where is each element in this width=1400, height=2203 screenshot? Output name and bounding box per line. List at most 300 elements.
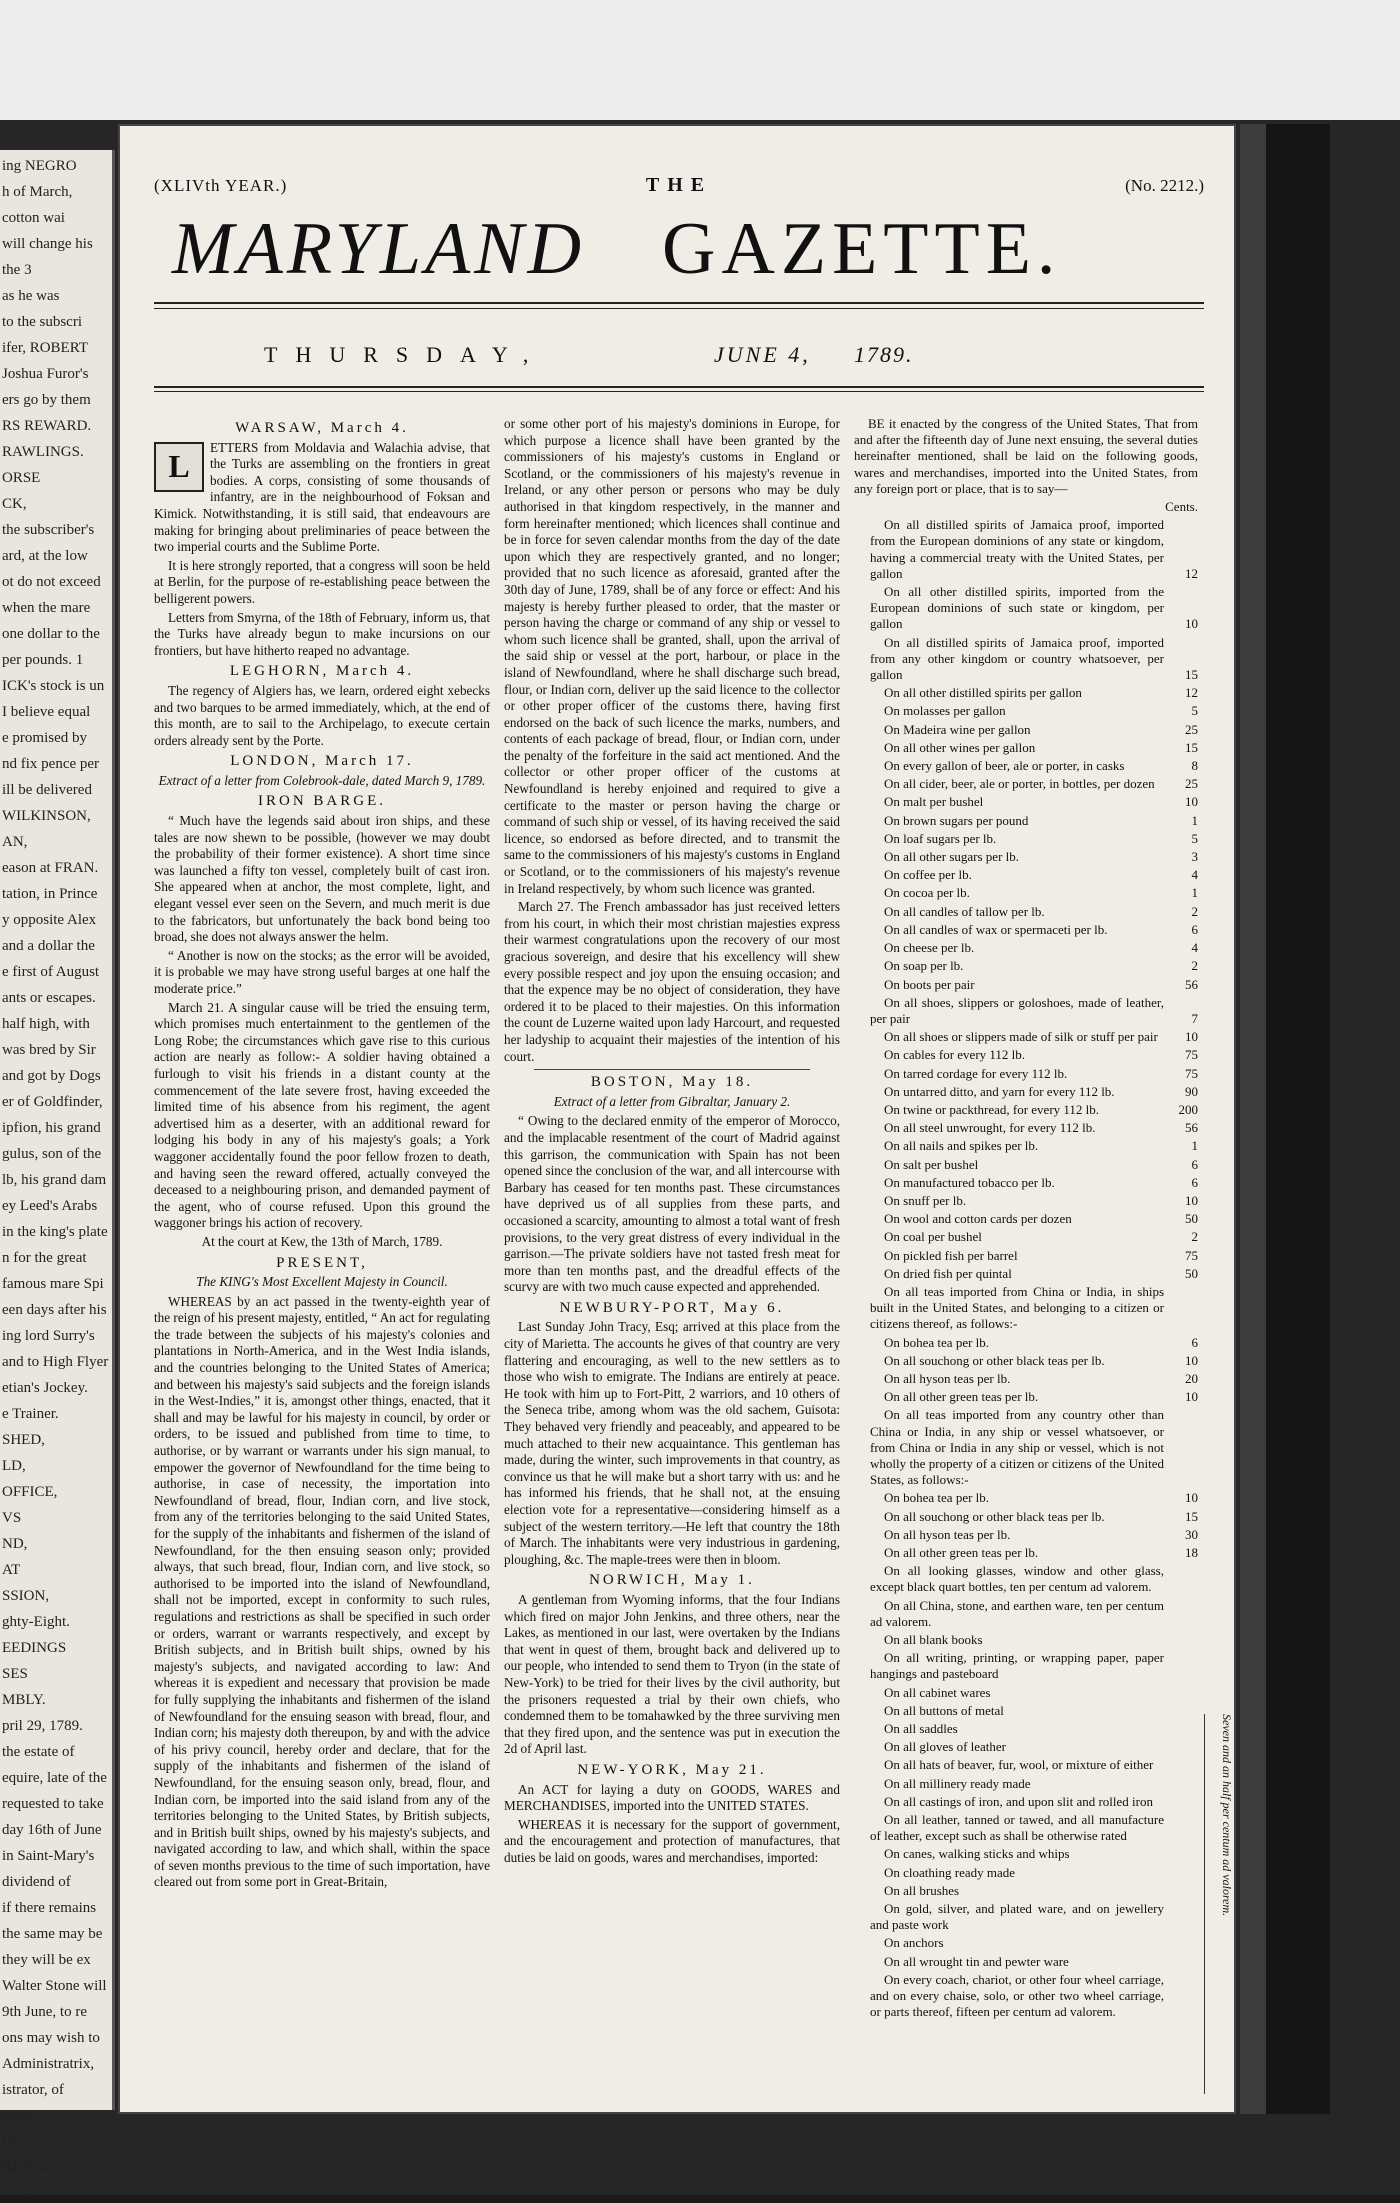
newbury-heading: NEWBURY-PORT, May 6.	[559, 1299, 785, 1316]
duty-row	[854, 1157, 1198, 1173]
left-page-line: the subscriber's	[2, 522, 95, 538]
duty-item: On all wrought tin and pewter ware	[884, 1953, 1069, 1969]
warsaw-paragraph-2: It is here strongly reported, that a congress will soon be held at Berlin, for the purpose of re-establishing peace between the belligerent powers.	[154, 557, 490, 606]
duty-row	[854, 1721, 1198, 1737]
duty-item: On all leather, tanned or tawed, and all manufacture of leather, except such as shall be otherwise rated	[870, 1812, 1164, 1844]
duty-value: 10	[1185, 1192, 1198, 1208]
column-2	[504, 416, 840, 1868]
left-page-line: ing NEGRO	[2, 158, 77, 174]
ad-valorem-note: Seven and an half per centum ad valorem.	[1204, 1714, 1234, 2094]
duty-row	[854, 1490, 1198, 1506]
duty-row	[854, 1047, 1198, 1063]
left-page-line: SHED,	[2, 1432, 45, 1448]
left-page-line: and a dollar the	[2, 938, 95, 954]
duty-item: On snuff per lb.	[884, 1192, 967, 1208]
left-page-line: er of Goldfinder,	[2, 1094, 103, 1110]
left-page-line: dividend of	[2, 1874, 71, 1890]
duty-item: On manufactured tobacco per lb.	[884, 1174, 1055, 1190]
left-page-line: OFFICE,	[2, 1484, 58, 1500]
duty-item: On all gloves of leather	[884, 1739, 1007, 1755]
duty-row	[854, 1972, 1198, 2021]
duty-row	[854, 1846, 1198, 1862]
duty-item: On gold, silver, and plated ware, and on jewellery and paste work	[870, 1901, 1164, 1933]
duty-value: 50	[1185, 1265, 1198, 1281]
duty-value: 10	[1185, 1490, 1198, 1506]
duty-item: On wool and cotton cards per dozen	[884, 1211, 1072, 1227]
duty-value: 12	[1185, 685, 1198, 701]
duty-row	[854, 1353, 1198, 1369]
duty-value: 6	[1191, 1156, 1198, 1172]
left-page-line: e promised by	[2, 730, 87, 746]
duty-row	[854, 776, 1198, 792]
left-page-line: RICK and	[2, 2160, 64, 2176]
duty-value: 1	[1191, 1138, 1198, 1154]
duty-row	[854, 904, 1198, 920]
present-heading: PRESENT,	[276, 1254, 368, 1271]
warsaw-heading: WARSAW, March 4.	[235, 420, 409, 436]
duty-row	[854, 958, 1198, 974]
duty-value: 15	[1185, 739, 1198, 755]
left-page-line: they will be ex	[2, 1952, 91, 1968]
duty-value: 2	[1191, 903, 1198, 919]
dateline-rule-thin	[154, 391, 1204, 392]
left-page-line: Walter Stone will	[2, 1978, 107, 1994]
duty-item: On twine or packthread, for every 112 lb.	[884, 1101, 1100, 1117]
left-page-line: one dollar to the	[2, 626, 100, 642]
duty-row	[854, 995, 1198, 1027]
whereas-paragraph: WHEREAS by an act passed in the twenty-eighth year of the reign of his present majesty, entitled, “ An act for regulating the trade between the subjects of his majesty's colonies and plantations in North-America, and in the West India islands, and the countries belonging to the United States of America; and between his majesty's said subjects and the foreign islands in the West-Indies,” it is, amongst other things, enacted, that it shall and may be lawful for his majesty in council, by order or orders, to be issued and published from time to time, to authorise, or by warrant or warrants under his sign manual, to empower the governor of Newfoundland for the time being to authorise, in case of necessity, the importation into Newfoundland of bread, flour, Indian corn, and live stock, from any of the territories belonging to the said United States, for the supply of the inhabitants and fishermen of the island of Newfoundland, for the then ensuing season only; provided always, that such bread, flour, Indian corn, and live stock, so authorised to be imported into the island of Newfoundland, shall not be imported, except in conformity to such rules, regulations and restrictions as shall be specified in such order or orders, warrant or warrants respectively, and except by British subjects, and in British built ships, owned by his majesty's subjects, and navigated according to law: And whereas it is expedient and necessary that provision be made for fully supplying the inhabitants and fishermen of the island of Newfoundland for the ensuing season with bread, flour, and Indian corn; his majesty doth thereupon, by and with the advice of his privy council, hereby order and declare, that for the supply of the inhabitants and fishermen of the island of Newfoundland, for the ensuing season only, bread, flour, and Indian corn, be imported into the said island from any of the territories belonging to the United States, by British subjects, and in British built ships, owned by his majesty's subjects, and navigated according to law, and which shall, within the space of seven months previous to the time of such importation, have cleared out from some port in Great-Britain,	[154, 1293, 490, 1890]
duty-item: On all other green teas per lb.	[884, 1389, 1039, 1405]
left-page-line: ND,	[2, 1536, 28, 1552]
left-page-line: eason at FRAN.	[2, 860, 99, 876]
duty-row	[854, 1211, 1198, 1227]
left-page-line: ard, at the low	[2, 548, 88, 564]
duty-item: On all saddles	[884, 1721, 958, 1737]
duty-value: 20	[1185, 1370, 1198, 1386]
left-page-line: RAWLINGS.	[2, 444, 84, 460]
duty-value: 56	[1185, 976, 1198, 992]
duty-row	[854, 1794, 1198, 1810]
left-page-line: e first of August	[2, 964, 100, 980]
duty-row	[854, 1739, 1198, 1755]
left-page-line: requested to take	[2, 1796, 104, 1812]
duty-item: On cocoa per lb.	[884, 885, 970, 901]
masthead-gazette: GAZETTE.	[662, 208, 1062, 290]
duty-intro: BE it enacted by the congress of the United States, That from and after the fifteenth day of June next ensuing, the several duties hereinafter mentioned, shall be laid on the following goods, wares and merchandises, imported into the United States, from any foreign port or place, that is to say—	[854, 416, 1198, 496]
duty-value: 200	[1178, 1101, 1198, 1117]
duty-value: 10	[1185, 794, 1198, 810]
duty-value: 50	[1185, 1211, 1198, 1227]
left-page-line: AN,	[2, 834, 28, 850]
duty-item: On molasses per gallon	[884, 703, 1006, 719]
duty-item: On malt per bushel	[884, 794, 984, 810]
duty-row	[854, 977, 1198, 993]
left-page-line: per pounds. 1	[2, 652, 84, 668]
left-page-line: AT	[2, 1562, 21, 1578]
duty-value: 2	[1191, 958, 1198, 974]
duty-item: On all shoes or slippers made of silk or stuff per pair	[884, 1029, 1158, 1045]
duty-item: On all shoes, slippers or goloshoes, made of leather, per pair	[870, 994, 1164, 1026]
left-page-line: EEN.	[2, 2186, 35, 2202]
warsaw-paragraph-1	[154, 440, 490, 556]
duty-row	[854, 1757, 1198, 1773]
newspaper-page	[118, 124, 1236, 2114]
duty-item: On every coach, chariot, or other four wheel carriage, and on every chaise, solo, or other two wheel carriage, or parts thereof, fifteen per centum ad valorem.	[870, 1971, 1164, 2020]
left-page-line: EEDINGS	[2, 1640, 67, 1656]
top-shadow	[0, 0, 1400, 120]
duty-row	[854, 1812, 1198, 1844]
ambassador-paragraph: March 27. The French ambassador has just received letters from his court, in which their most christian majesties express their warmest congratulations upon the recovery of our most gracious sovereign, and desire that his excellency will shew every possible respect and joy upon the ensuing occasion; and that the expence may be no object of consideration, they have ordered it to be placed to their majesties. On this information the count de Luzerne waited upon lady Harcourt, and requested her ladyship to acquaint their majesties of the intention of his court.	[504, 899, 840, 1064]
duty-value: 8	[1191, 758, 1198, 774]
duty-item: On cables for every 112 lb.	[884, 1047, 1026, 1063]
left-page-line: CK,	[2, 496, 27, 512]
duty-row	[854, 703, 1198, 719]
duty-row	[854, 885, 1198, 901]
duty-item: On anchors	[884, 1935, 944, 1951]
duty-item: On all candles of wax or spermaceti per lb.	[884, 921, 1108, 937]
duty-item: On all buttons of metal	[884, 1702, 1004, 1718]
left-page-line: cotton wai	[2, 210, 65, 226]
divider	[534, 1069, 810, 1070]
duty-row	[854, 1563, 1198, 1595]
licence-paragraph: or some other port of his majesty's dominions in Europe, for which purpose a licence shall have been granted by the commissioners of his majesty's customs in England or Scotland, or the commissioners of his majesty's revenue in Ireland, or any other person or persons who may be duly authorised in that kingdom respectively, in the manner and form hereinafter mentioned; which licences shall continue and be in force for seven calendar months from the day of the date upon which they are respectively granted, and no longer; provided that no such licence as aforesaid, granted after the 30th day of June, 1789, shall be of any force or effect: And his majesty is hereby further pleased to order, that the master or person having the charge or command of any ship or vessel to whom such licence shall be granted, shall, upon the arrival of the said ship or vessel at the port, harbour, or place in the island of Newfoundland, where he shall discharge such bread, flour, or Indian corn, deliver up the said licence to the collector or other proper officer of the customs there, having first endorsed on the back of such licence the marks, numbers, and contents of each package of bread, flour, or Indian corn, under the penalty of the forfeiture in the said act mentioned. And the collector or other proper officer of the customs at Newfoundland is hereby enjoined and required to give a certificate to the master or person having the charge or command of such ship or vessel, of its having received the said licence, so endorsed as before directed, and to transmit the same to the commissioners of his majesty's customs in England or Scotland, or to the commissioners of his majesty's revenue in Ireland respectively, by whom such licence was granted.	[504, 416, 840, 896]
duty-value: 90	[1185, 1083, 1198, 1099]
duty-row	[854, 758, 1198, 774]
duty-value: 12	[1185, 565, 1198, 581]
left-page-line: I believe equal	[2, 704, 91, 720]
left-page-line: in Saint-Mary's	[2, 1848, 95, 1864]
duty-row	[854, 831, 1198, 847]
left-page-line: the 3	[2, 262, 32, 278]
leghorn-paragraph: The regency of Algiers has, we learn, ordered eight xebecks and two barques to be armed immediately, which, at the end of this month, are to sail to the Archipelago, to execute certain orders already sent by the Porte.	[154, 682, 490, 748]
left-page-line: to the subscri	[2, 314, 82, 330]
left-page-line: istrator, of	[2, 2082, 64, 2098]
left-page-line: ORSE	[2, 470, 41, 486]
duty-row	[854, 1335, 1198, 1351]
duty-row	[854, 1138, 1198, 1154]
duty-value: 25	[1185, 776, 1198, 792]
duty-item: On all hats of beaver, fur, wool, or mixture of either	[884, 1757, 1154, 1773]
duty-item: On all blank books	[884, 1632, 983, 1648]
masthead-maryland: MARYLAND	[172, 208, 586, 290]
duty-row	[854, 740, 1198, 756]
duty-item: On all steel unwrought, for every 112 lb.	[884, 1120, 1096, 1136]
act-title: An ACT for laying a duty on GOODS, WARES and MERCHANDISES, imported into the UNITED STATES.	[504, 1781, 840, 1814]
duty-row	[854, 1509, 1198, 1525]
left-page-line: as he was	[2, 288, 60, 304]
duty-item: On all looking glasses, window and other glass, except black quart bottles, ten per centum ad valorem.	[870, 1563, 1164, 1595]
duty-item: On every gallon of beer, ale or porter, in casks	[884, 758, 1125, 774]
duty-item: On pickled fish per barrel	[884, 1247, 1018, 1263]
duty-item: On loaf sugars per lb.	[884, 830, 997, 846]
duty-item: On dried fish per quintal	[884, 1265, 1012, 1281]
duty-value: 10	[1185, 1352, 1198, 1368]
header-top-line	[154, 176, 1204, 200]
duty-row	[854, 1029, 1198, 1045]
duty-item: On all other distilled spirits, imported from the European dominions of such state or kingdom, per gallon	[870, 584, 1164, 632]
left-page-line: if there remains	[2, 1900, 97, 1916]
duty-item: On bohea tea per lb.	[884, 1334, 990, 1350]
left-page-line: half high, with	[2, 1016, 90, 1032]
duty-value: 10	[1185, 1389, 1198, 1405]
duty-item: On coffee per lb.	[884, 867, 972, 883]
dateline-rule	[154, 386, 1204, 388]
duty-item: On untarred ditto, and yarn for every 112 lb.	[884, 1083, 1115, 1099]
dateline-year: 1789.	[854, 342, 914, 367]
duty-value: 30	[1185, 1526, 1198, 1542]
leghorn-heading: LEGHORN, March 4.	[229, 663, 415, 680]
duty-value: 75	[1185, 1047, 1198, 1063]
left-page-line: ICK's stock is un	[2, 678, 105, 694]
duty-row	[854, 1120, 1198, 1136]
left-page-line: RS REWARD.	[2, 418, 92, 434]
left-page-line: pril 29, 1789.	[2, 1718, 83, 1734]
iron-barge-heading: IRON BARGE.	[257, 793, 386, 810]
left-page-line: was bred by Sir	[2, 1042, 96, 1058]
left-page-line: tation, in Prince	[2, 886, 98, 902]
dateline-day: THURSDAY,	[264, 342, 547, 367]
duty-item: On brown sugars per pound	[884, 812, 1029, 828]
duty-value: 75	[1185, 1065, 1198, 1081]
duty-row	[854, 1389, 1198, 1405]
left-page-line: ers go by them	[2, 392, 91, 408]
dateline-date: JUNE 4,	[714, 342, 811, 367]
left-page-line: ot do not exceed	[2, 574, 101, 590]
duty-item: On salt per bushel	[884, 1156, 979, 1172]
left-page-line: the estate of	[2, 1744, 75, 1760]
duty-value: 5	[1191, 703, 1198, 719]
left-page-line: Joshua Furor's	[2, 366, 89, 382]
left-page-line: n for the great	[2, 1250, 87, 1266]
duty-row	[854, 1066, 1198, 1082]
duty-row	[854, 922, 1198, 938]
left-page-line: y opposite Alex	[2, 912, 97, 928]
duty-value: 56	[1185, 1120, 1198, 1136]
duty-row	[854, 1175, 1198, 1191]
duty-item: On all teas imported from any country other than China or India, in any ship or vessel whatsoever, or from China or India in any ship or vessel, which is not wholly the property of a citizen or citizens of the United States, as follows:-	[870, 1407, 1164, 1488]
duty-value: 6	[1191, 1174, 1198, 1190]
left-page-line: lb, his grand dam	[2, 1172, 107, 1188]
left-page-line: e Trainer.	[2, 1406, 59, 1422]
iron-barge-paragraph-1: “ Much have the legends said about iron ships, and these tales are now shewn to be possible, (however we may doubt the probability of their former existence). A short time since was launched a fifty ton vessel, completely built of cast iron. She appeared when at anchor, the most complete, light, and elegant vessel ever seen on the Severn, and much merit is due to the fabricators, but unfortunately the back bond being too broad, she does not always answer the helm.	[154, 813, 490, 945]
duty-item: On all other green teas per lb.	[884, 1545, 1039, 1560]
duty-row	[854, 584, 1198, 633]
duty-row	[854, 1650, 1198, 1682]
duty-row	[854, 1527, 1198, 1543]
duty-row	[854, 685, 1198, 701]
duty-value: 4	[1191, 867, 1198, 883]
warsaw-text-1: ETTERS from Moldavia and Walachia advise, that the Turks are assembling on the frontiers in great bodies. A corps, consisting of some thousands of infantry, are in the neighbourhood of Foksan and Kimick. Notwithstanding, it is still said, that endeavours are making for bringing about preliminaries of peace between the two imperial courts and the Sublime Porte.	[154, 439, 490, 555]
left-page-line: SSION,	[2, 1588, 50, 1604]
left-page-line: ants or escapes.	[2, 990, 96, 1006]
duty-item: On all other sugars per lb.	[884, 849, 1020, 865]
duty-row	[854, 1901, 1198, 1933]
duty-value: 75	[1185, 1247, 1198, 1263]
duty-row	[854, 517, 1198, 582]
spine-edge	[1240, 124, 1266, 2114]
duty-row	[854, 1545, 1198, 1561]
duty-item: On all millinery ready made	[884, 1775, 1031, 1791]
left-page-line: day 16th of June	[2, 1822, 102, 1838]
duty-item: On all distilled spirits of Jamaica proof, imported from any other kingdom or country whatsoever, per gallon	[870, 634, 1164, 683]
duty-item: On soap per lb.	[884, 958, 964, 974]
duty-item: On canes, walking sticks and whips	[884, 1846, 1070, 1862]
left-page-line: nd fix pence per	[2, 756, 100, 772]
duty-row	[854, 1703, 1198, 1719]
left-page-line: equire, late of the	[2, 1770, 107, 1786]
duty-item: On all castings of iron, and upon slit and rolled iron	[884, 1793, 1153, 1809]
dateline	[154, 334, 1204, 374]
left-page-line: in the king's plate	[2, 1224, 108, 1240]
left-page-line: ing lord Surry's	[2, 1328, 95, 1344]
left-page-line: een days after his	[2, 1302, 107, 1318]
duty-row	[854, 1954, 1198, 1970]
duty-item: On all souchong or other black teas per lb.	[884, 1508, 1105, 1524]
left-page-line: etian's Jockey.	[2, 1380, 88, 1396]
duty-row	[854, 1407, 1198, 1488]
masthead-rule-thin	[154, 308, 1204, 309]
left-page-line: LD,	[2, 1458, 26, 1474]
duty-item: On all hyson teas per lb.	[884, 1370, 1011, 1386]
duty-row	[854, 1935, 1198, 1951]
duty-item: On cloathing ready made	[884, 1864, 1016, 1880]
masthead	[152, 204, 1212, 294]
duty-item: On coal per bushel	[884, 1229, 982, 1245]
duty-row	[854, 794, 1198, 810]
duty-row	[854, 1598, 1198, 1630]
left-page-line: when the mare	[2, 600, 91, 616]
left-page-line: IS:	[2, 2134, 20, 2150]
duty-item: On all writing, printing, or wrapping paper, paper hangings and pasteboard	[870, 1650, 1164, 1682]
duty-value: 10	[1185, 616, 1198, 632]
duty-value: 1	[1191, 812, 1198, 828]
duty-value: 5	[1191, 830, 1198, 846]
duty-item: On all brushes	[884, 1882, 960, 1898]
left-page-line: VS	[2, 1510, 22, 1526]
duty-row	[854, 1865, 1198, 1881]
warsaw-paragraph-3: Letters from Smyrna, of the 18th of February, inform us, that the Turks have already begun to make incursions on our frontiers, but have hitherto reaped no advantage.	[154, 609, 490, 658]
duty-row	[854, 1685, 1198, 1701]
duty-row	[854, 1266, 1198, 1282]
left-page-line: ons may wish to	[2, 2030, 100, 2046]
newyork-heading: NEW-YORK, May 21.	[577, 1761, 767, 1778]
duty-row	[854, 940, 1198, 956]
left-page-line: Administratrix,	[2, 2056, 95, 2072]
the-label: THE	[645, 174, 713, 196]
wyoming-paragraph: A gentleman from Wyoming informs, that the four Indians which fired on major John Jenkins, and three others, near the Lakes, as mentioned in our last, were overtaken by the Indians that went in quest of them, brought back and delivered up to our people, who intended to send them to Tryon (in the state of New-York) to be tried for their lives by the civil authority, but the prisoners requested a trial by their own chiefs, who condemned them to be tomahawked by the three surviving men that they fired upon, and the sentence was put in execution the 2d of April last.	[504, 1591, 840, 1757]
iron-barge-paragraph-2: “ Another is now on the stocks; as the error will be avoided, it is probable we may have strong useful barges at one half the moderate price.”	[154, 947, 490, 996]
marietta-paragraph: Last Sunday John Tracy, Esq; arrived at this place from the city of Marietta. The accounts he gives of that country are very flattering and encouraging, as well to the new settlers as to those who wish to emigrate. The Indians are entirely at peace. He took with him up to Fort-Pitt, 2 warriors, and 10 others of the Seneca tribe, among whom was the old sachem, Guisota: They behaved very friendly and peaceably, and appeared to be much attached to their new acquaintance. This gentleman has made, during the winter, such improvements in that country, as convince us that he will make but a short tarry with us: and he has informed his friends, that he shall not, at the ensuing election vote for a representative—considering himself as a subject of the western territory.—He left that country the 18th of March. The inhabitants were very industrious in gardening, ploughing, &c. The maple-trees were then in bloom.	[504, 1319, 840, 1567]
duty-item: On boots per pair	[884, 976, 975, 992]
duty-item: On all other distilled spirits per gallon	[884, 685, 1082, 701]
left-page-line: MBLY.	[2, 1692, 46, 1708]
left-page-line: the same may be	[2, 1926, 103, 1942]
left-page-line: famous mare Spi	[2, 1276, 104, 1292]
duty-item: On all teas imported from China or India, in ships built in the United States, and belonging to a citizen or citizens thereof, as follows:-	[870, 1283, 1164, 1332]
soldier-paragraph: March 21. A singular cause will be tried the ensuing term, which promises much entertainment to the gentlemen of the Long Robe; the circumstances which gave rise to this curious action are nearly as follow:- A soldier having obtained a furlough to visit his friends in a distant county at the commencement of the late severe frost, having exceeded the limited time of his absence from his regiment, the agent advertised him as a deserter, with an additional reward for lodging his body in any of his majesty's goals; a York waggoner accidentally found the poor fellow frozen to death, and having seen the reward offered, actually conveyed the deceased to a neighbouring prison, and demanded payment of the agent, who of course refused. Upon this ground the waggoner brings his action of recovery.	[154, 999, 490, 1231]
norwich-heading: NORWICH, May 1.	[589, 1572, 755, 1589]
duty-item: On all candles of tallow per lb.	[884, 903, 1045, 919]
duty-item: On cheese per lb.	[884, 940, 975, 956]
duty-value: 25	[1185, 721, 1198, 737]
duty-value: 1	[1191, 885, 1198, 901]
duty-item: On all distilled spirits of Jamaica proof, imported from the European dominions of any state or kingdom, having a commercial treaty with the United States, per gallon	[870, 517, 1164, 581]
issue-number: (No. 2212.)	[1125, 176, 1204, 195]
duty-row	[854, 1193, 1198, 1209]
duty-item: On all China, stone, and earthen ware, ten per centum ad valorem.	[870, 1597, 1164, 1629]
duty-row	[854, 1229, 1198, 1245]
duty-item: On all hyson teas per lb.	[884, 1526, 1011, 1542]
left-page-fragment	[0, 150, 115, 2202]
left-page-line: ifer, ROBERT	[2, 340, 88, 356]
duty-value: 18	[1185, 1545, 1198, 1560]
duty-value: 15	[1185, 667, 1198, 683]
left-page-line: and got by Dogs	[2, 1068, 101, 1084]
duty-item: On all souchong or other black teas per lb.	[884, 1352, 1105, 1368]
duty-row	[854, 1883, 1198, 1899]
duty-row	[854, 1248, 1198, 1264]
left-page-line: ghty-Eight.	[2, 1614, 70, 1630]
london-heading: LONDON, March 17.	[230, 753, 414, 770]
duty-item: On all cider, beer, ale or porter, in bottles, per dozen	[884, 776, 1155, 792]
court-line: At the court at Kew, the 13th of March, 1789.	[201, 1233, 443, 1249]
duty-value: 7	[1191, 1010, 1198, 1026]
left-page-line: 9th June, to re	[2, 2004, 87, 2020]
duty-item: On Madeira wine per gallon	[884, 721, 1031, 737]
duty-row	[854, 813, 1198, 829]
duty-item: On all other wines per gallon	[884, 739, 1036, 755]
duty-value: 6	[1191, 1334, 1198, 1350]
duty-value: 2	[1191, 1229, 1198, 1245]
duty-item: On all cabinet wares	[884, 1684, 991, 1700]
left-page-line: quire,	[2, 2108, 37, 2124]
duty-value: 15	[1185, 1508, 1198, 1524]
boston-heading: BOSTON, May 18.	[590, 1074, 754, 1091]
left-page-line: SES	[2, 1666, 28, 1682]
duty-value: 10	[1185, 1029, 1198, 1045]
duty-value: 6	[1191, 921, 1198, 937]
duty-value: 4	[1191, 940, 1198, 956]
column-1	[154, 416, 490, 1893]
act-preamble: WHEREAS it is necessary for the support of government, and the encouragement and protection of manufactures, that duties be laid on goods, wares and merchandises, imported:	[504, 1816, 840, 1865]
duty-row	[854, 1776, 1198, 1792]
left-page-line: ill be delivered	[2, 782, 92, 798]
council-subheading: The KING's Most Excellent Majesty in Council.	[196, 1274, 448, 1290]
cents-label: Cents.	[1165, 499, 1198, 515]
gibraltar-paragraph: “ Owing to the declared enmity of the emperor of Morocco, and the implacable resentment of the court of Madrid against this garrison, the communication with Spain has not been opened since the conclusion of the war, and all intercourse with Barbary has ceased for ten months past. These circumstances have deprived us of all supplies from these parts, and occasioned a scarcity, amounting to almost a total want of fresh provisions, to the very great distress of every individual in the garrison.—The private soldiers have not tasted fresh meat for more than ten months past, and the dreadful effects of the scurvy are with two much cause expected and apprehended.	[504, 1113, 840, 1295]
duty-row	[854, 1632, 1198, 1648]
left-page-line: will change his	[2, 236, 93, 252]
duty-item: On bohea tea per lb.	[884, 1490, 990, 1506]
duty-row	[854, 1084, 1198, 1100]
left-page-line: and to High Flyer	[2, 1354, 109, 1370]
left-page-line: ipfion, his grand	[2, 1120, 101, 1136]
left-page-line: ey Leed's Arabs	[2, 1198, 98, 1214]
column-3	[854, 416, 1198, 2022]
duty-row	[854, 1284, 1198, 1333]
duty-row	[854, 849, 1198, 865]
london-subheading: Extract of a letter from Colebrook-dale, dated March 9, 1789.	[158, 772, 486, 788]
duty-row	[854, 722, 1198, 738]
duty-item: On tarred cordage for every 112 lb.	[884, 1065, 1068, 1081]
duty-row	[854, 635, 1198, 684]
left-page-line: gulus, son of the	[2, 1146, 102, 1162]
left-page-line: WILKINSON,	[2, 808, 91, 824]
year-label: (XLIVth YEAR.)	[154, 176, 288, 195]
masthead-rule	[154, 302, 1204, 304]
duty-value: 3	[1191, 849, 1198, 865]
duty-row	[854, 1102, 1198, 1118]
